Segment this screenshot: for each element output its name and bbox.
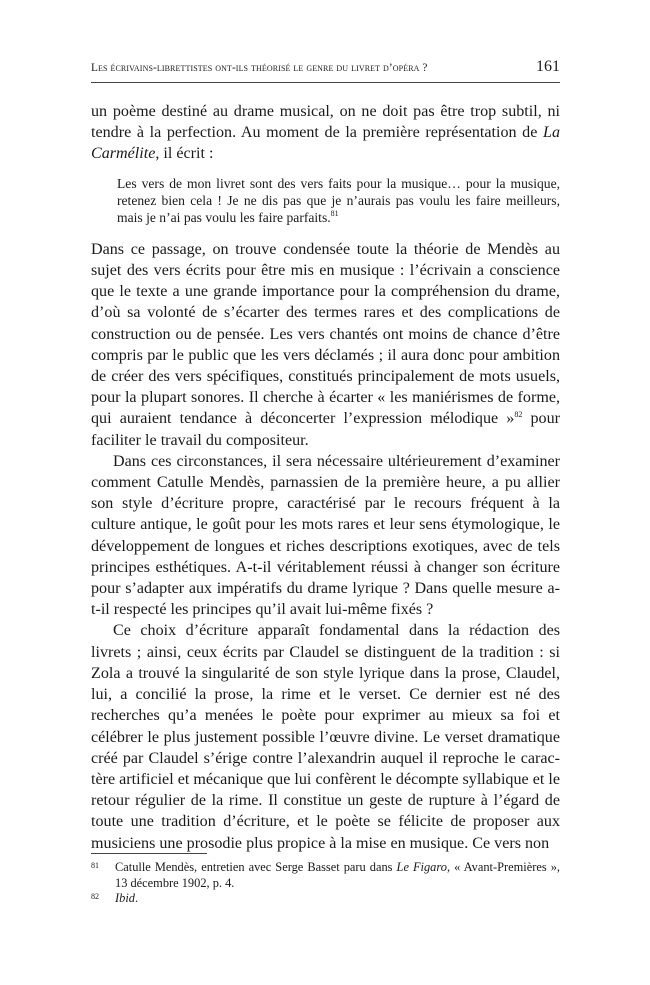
ibid-text: Ibid [115,891,135,905]
paragraph-1: un poème destiné au drame musical, on ne doit pas être trop subtil, ni tendre à la perfection. Au moment de la première représentation de La Carmélite, il écrit : [91,103,560,163]
footnote-separator [91,853,207,854]
footnotes [91,853,560,907]
footnote-number: 82 [91,892,99,901]
page-number: 161 [536,58,560,75]
footnote-81: 81 Catulle Mendès, entretien avec Serge Basset paru dans Le Figaro, « Avant-Premières », 13 décembre 1902, p. 4. [91,860,560,890]
running-header [91,60,560,83]
body-text [91,101,560,854]
paragraph-3: Dans ces circonstances, il sera nécessaire ultérieurement d’examiner comment Catulle Mendès, parnassien de la première heure, a pu allier son style d’écriture propre, caractérisé par le recours fréquent à la culture antique, le goût pour les mots rares et leur sens étymologique, le développement de longues et riches descriptions exotiques, avec de tels principes esthétiques. A-t-il véritablement réussi à changer son écriture pour s’adapter aux impératifs du drame lyrique ? Dans quelle mesure a-t-il respecté les principes qu’il avait lui-même fixés ? [91,452,560,619]
work-title: La Carmélite [91,124,560,163]
footnote-ref-81[interactable]: 81 [330,209,339,219]
footnote-82: 82 Ibid. [91,891,139,905]
footnote-number: 81 [91,861,99,870]
running-title: Les écrivains-librettistes ont-ils théorisé le genre du livret d’opéra ? [91,62,428,74]
paragraph-4: Ce choix d’écriture apparaît fondamental dans la rédaction des livrets ; ainsi, ceux écrits par Claudel se distinguent de la tradition : si Zola a trouvé la singularité de son style lyrique dans la prose, Claudel, lui, a concilié la prose, la rime et le verset. Ce dernier est né des recherches qu’a menées le poète pour exprimer au mieux sa foi et célébrer le plus justement possible l’œuvre divine. Le verset dramatique créé par Claudel s’érige contre l’alexandrin auquel il reproche le caractère artificiel et mécanique que lui confèrent le décompte syllabique et le retour régulier de la rime. Il constitue un geste de rupture à l’égard de toute une tradition d’écriture, et le poète se félicite de proposer aux musiciens une prosodie plus propice à la mise en musique. Ce vers non [91,622,560,852]
block-quote: Les vers de mon livret sont des vers faits pour la musique… pour la musique, retenez bien cela ! Je ne dis pas que je n’aurais pas voulu les faire meilleurs, mais je n’ai pas voulu les faire parfaits.$^{81}$ [117,175,560,226]
paragraph-2: Dans ce passage, on trouve condensée toute la théorie de Mendès au sujet des vers écrits pour être mis en musique : l’écrivain a conscience que le texte a une grande importance pour la compréhension du drame, d’où sa volonté de s’écarter des termes rares et des complications de construction ou de pensée. Les vers chantés ont moins de chance d’être compris par le public que les vers déclamés ; il aura donc pour ambition de créer des vers spécifiques, constitués principalement de mots usuels, pour la plupart sonores. Il cherche à écarter « les maniérismes de forme, qui auraient tendance à déconcerter l’expression mélodique »$^{82}$ pour faciliter le travail du compositeur. [91,240,560,449]
source-title: Le Figaro [396,860,447,874]
footnote-ref-82[interactable]: 82 [514,410,523,420]
